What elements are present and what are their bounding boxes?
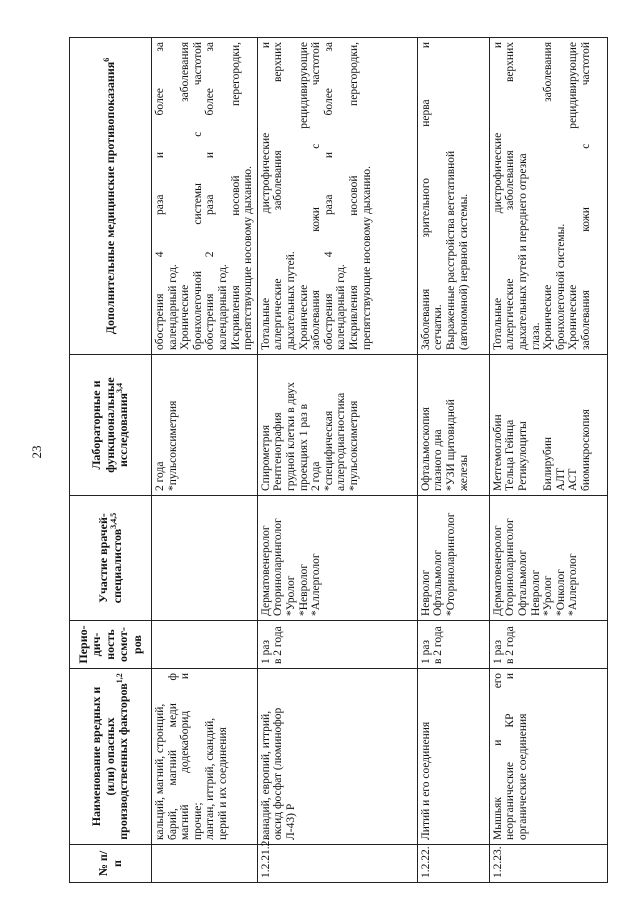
header-factor: Наименование вредных и (или) опасных производственных факторов$^{1,2}$ [70, 669, 152, 845]
cell-period: 1 раз в 2 года [489, 621, 607, 669]
cell-period: 1 раз в 2 года [257, 621, 417, 669]
header-period: Перио-дич-ность осмот-ров [70, 621, 152, 669]
table-row [257, 38, 417, 883]
header-specialists: Участие врачей-специалистов$^{3,4,5}$ [70, 496, 152, 621]
page-number: 23 [29, 445, 44, 459]
cell-contra: обострения 4 раза и более за календарный год. Хронические заболевания бронхолегочной системы с частотой обострения 2 раза и более за календарный год. Искривления носовой перегородки, препятствующие носовому дыханию. [152, 38, 258, 355]
cell-period: 1 раз в 2 года [417, 621, 489, 669]
cell-specialists [152, 496, 258, 621]
cell-lab: 2 года *пульсоксиметрия [152, 355, 258, 496]
cell-no [152, 845, 258, 883]
cell-no: 1.2.21.2. [257, 845, 417, 883]
cell-factor: Литий и его соединения [417, 669, 489, 845]
cell-factor: Мышьяк и его неорганические КР и органические соединения [489, 669, 607, 845]
cell-factor: кальций, магний, стронций, барий, магний меди ф магний додекаборид и прочие; лантан, иттрий, скандий, церий и их соединения [152, 669, 258, 845]
cell-period [152, 621, 258, 669]
header-no: № п/п [70, 845, 152, 883]
cell-contra: Тотальные дистрофические и аллергические заболевания верхних дыхательных путей и переднего отрезка глаза. Хронические заболевания бронхолегочной системы. Хронические рецидивирующие заболевания кожи с частотой [489, 38, 607, 355]
header-contra: Дополнительные медицинские противопоказания$^6$ [70, 38, 152, 355]
table-row [417, 38, 489, 883]
hazard-factors-table [69, 37, 608, 883]
cell-lab: Спирометрия Рентгенография грудной клетки в двух проекциях 1 раз в 2 года *специфическая аллергодиагностика *пульсоксиметрия [257, 355, 417, 496]
cell-factor: ванадий, европий, иттрий, оксид фосфат (люминофор Л-43) Р [257, 669, 417, 845]
cell-contra: Заболевания зрительного нерва и сетчатки. Выраженные расстройства вегетативной (автономной) нервной системы. [417, 38, 489, 355]
rotated-table-container [69, 38, 592, 883]
header-lab: Лабораторные и функциональные исследования$^{3,4}$ [70, 355, 152, 496]
cell-specialists: Дерматовенеролог Оториноларинголог *Уролог *Невролог *Аллерголог [257, 496, 417, 621]
cell-no: 1.2.22. [417, 845, 489, 883]
cell-no: 1.2.23. [489, 845, 607, 883]
table-row [489, 38, 607, 883]
cell-specialists: Невролог Офтальмолог *Оториноларинголог [417, 496, 489, 621]
table-header-row [70, 38, 152, 883]
cell-lab: Метгемоглобин Тельца Гейнца Ретикулоциты Билирубин АЛТ АСТ биомикроскопия [489, 355, 607, 496]
cell-contra: Тотальные дистрофические и аллергические заболевания верхних дыхательных путей. Хронические рецидивирующие заболевания кожи с частотой обострения 4 раза и более за календарный год. Искривления носовой перегородки, препятствующие носовому дыханию. [257, 38, 417, 355]
cell-specialists: Дерматовенеролог Оториноларинголог Офтальмолог Невролог *Уролог *Онколог *Аллерголог [489, 496, 607, 621]
cell-lab: Офтальмоскопия глазного дна *УЗИ щитовидной железы [417, 355, 489, 496]
table-row [152, 38, 258, 883]
